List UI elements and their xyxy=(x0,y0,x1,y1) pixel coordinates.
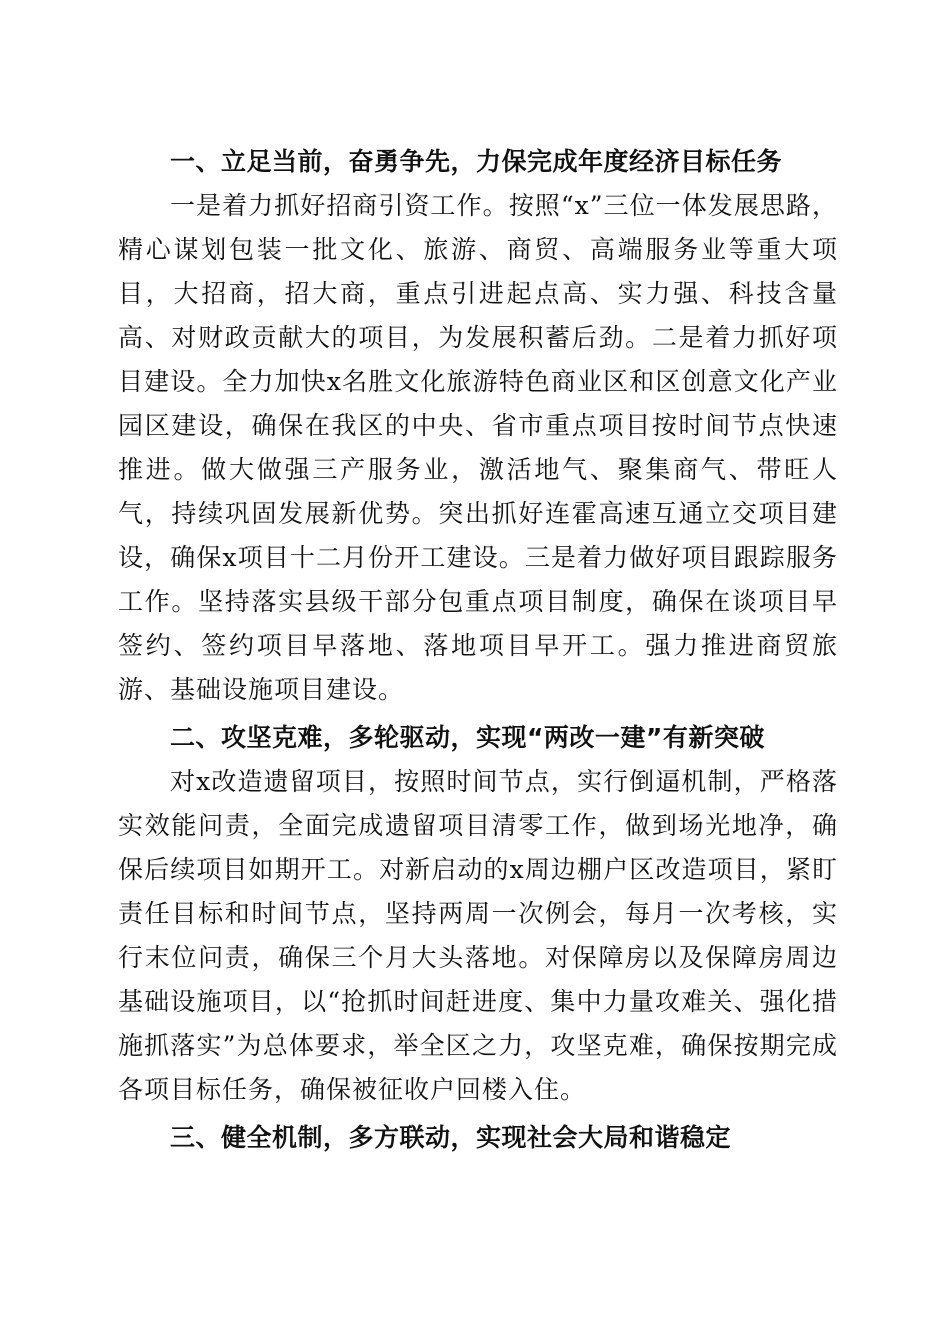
section-paragraph-2: 对x改造遗留项目，按照时间节点，实行倒逼机制，严格落实效能问责，全面完成遗留项目清零工作，做到场光地净，确保后续项目如期开工。对新启动的x周边棚户区改造项目，紧盯责任目标和时间节点，坚持两周一次例会，每月一次考核，实行末位问责，确保三个月大头落地。对保障房以及保障房周边基础设施项目，以“抢抓时间赶进度、集中力量攻难关、强化措施抓落实”为总体要求，举全区之力，攻坚克难，确保按期完成各项目标任务，确保被征收户回楼入住。 xyxy=(118,767,838,1104)
section-heading-3: 三、健全机制，多方联动，实现社会大局和谐稳定 xyxy=(170,1123,732,1152)
section-heading-1: 一、立足当前，奋勇争先，力保完成年度经济目标任务 xyxy=(170,147,783,176)
section-heading-2: 二、攻坚克难，多轮驱动，实现“两改一建”有新突破 xyxy=(170,723,765,752)
document-body xyxy=(118,140,838,1160)
section-paragraph-1: 一是着力抓好招商引资工作。按照“x”三位一体发展思路，精心谋划包装一批文化、旅游、商贸、高端服务业等重大项目，大招商，招大商，重点引进起点高、实力强、科技含量高、对财政贡献大的项目，为发展积蓄后劲。二是着力抓好项目建设。全力加快x名胜文化旅游特色商业区和区创意文化产业园区建设，确保在我区的中央、省市重点项目按时间节点快速推进。做大做强三产服务业，激活地气、聚集商气、带旺人气，持续巩固发展新优势。突出抓好连霍高速互通立交项目建设，确保x项目十二月份开工建设。三是着力做好项目跟踪服务工作。坚持落实县级干部分包重点项目制度，确保在谈项目早签约、签约项目早落地、落地项目早开工。强力推进商贸旅游、基础设施项目建设。 xyxy=(118,191,838,704)
